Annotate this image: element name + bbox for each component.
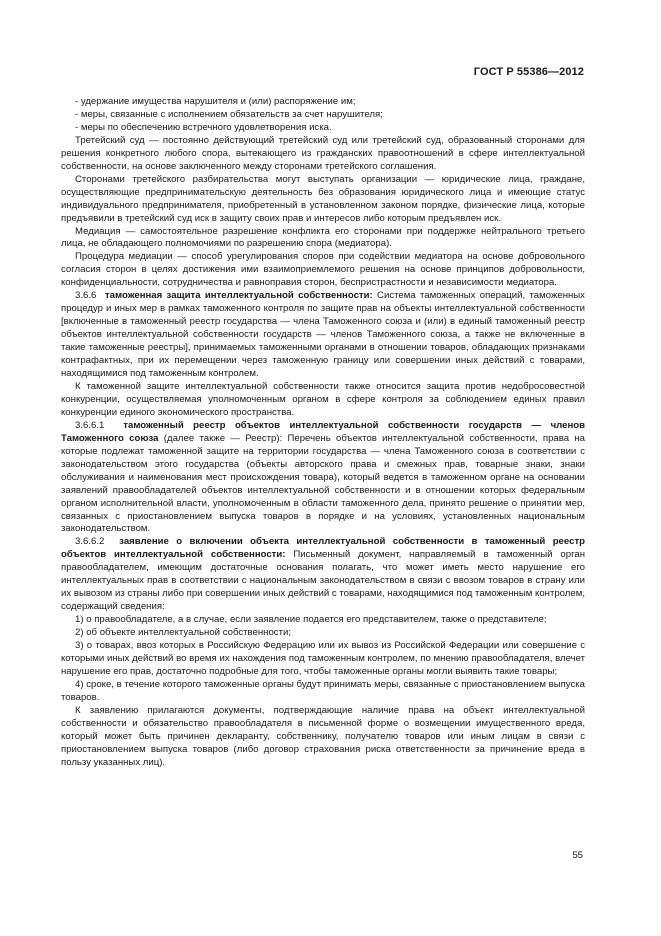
clause-term: заявление о включении объекта интеллектуальной собственности в таможенный реестр объектов интеллектуальной собственности: xyxy=(61,536,585,561)
list-item-ip-object: 2) об объекте интеллектуальной собственности; xyxy=(75,627,291,639)
paragraph-attachments: К заявлению прилагаются документы, подтверждающие наличие права на объект интеллектуальной собственности и обязательство правообладателя в письменной форме о возмещении имущественного вреда, который может быть причинен декларанту, собственнику, получателю товаров или иным лицам в связи с приостановлением выпуска товаров (либо договор страхования риска ответственности за причинение вреда в пользу указанных лиц). xyxy=(61,704,585,768)
paragraph-mediation: Медиация — самостоятельное разрешение конфликта его сторонами при поддержке нейтрального третьего лица, не обладающего полномочиями по разрешению спора (медиатора). xyxy=(61,225,585,250)
clause-3-6-6-1 xyxy=(61,420,585,537)
paragraph-arbitration-parties: Сторонами третейского разбирательства могут выступать организации — юридические лица, граждане, осуществляющие предпринимательскую деятельность без образования юридического лица и имеющие статус индивидуального предпринимателя, приобретенный в установленном законом порядке, физические лица, которые предъявили в третейский суд иск в защиту своих прав и интересов либо которым предъявлен иск. xyxy=(61,173,585,224)
clause-text: (далее также — Реестр): Перечень объектов интеллектуальной собственности, права на которые подлежат таможенной защите на территории государства — члена Таможенного союза в соответствии с законодательством этого государства (объекты авторского права и смежных прав, товарные знаки, знаки обслуживания и наименования мест происхождения товара), который ведется в таможенном органе на основании заявлений правообладателей объектов интеллектуальной собственности и в отношении которых федеральным органом исполнительной власти, уполномоченным в области таможенного дела, принято решение о принятии мер, связанных с приостановлением выпуска товаров в порядке и на условиях, установленных национальным законодательством. xyxy=(61,432,585,535)
paragraph-arbitration-court: Третейский суд — постоянно действующий третейский суд или третейский суд, образованный сторонами для решения конкретного любого спора, вытекающего из гражданских правоотношений в сфере интеллектуальной собственности, на основе заключенного между сторонами третейского соглашения. xyxy=(61,134,585,172)
list-item-counter-satisfaction: - меры по обеспечению встречного удовлетворения иска. xyxy=(75,121,332,133)
clause-term: таможенная защита интеллектуальной собственности: xyxy=(104,290,373,302)
paragraph-mediation-procedure: Процедура медиации — способ урегулирования споров при содействии медиатора на основе добровольного согласия сторон в целях достижения ими взаимоприемлемого решения на основе принципов добровольности, конфиденциальности, сотрудничества и равноправия сторон, беспристрастности и независимости медиатора. xyxy=(61,251,585,289)
clause-3-6-6-2 xyxy=(61,536,585,614)
clause-text: Письменный документ, направляемый в таможенный орган правообладателем, имеющим достаточные основания полагать, что может иметь место нарушение его интеллектуальных прав в соответствии с национальным законодательством в связи с ввозом товаров в страну или их вывозом из страны либо при совершении иных действий с товарами, находящимися под таможенным контролем, содержащий сведения: xyxy=(61,549,585,613)
clause-number: 3.6.6 xyxy=(75,290,97,302)
list-item-obligations: - меры, связанные с исполнением обязательств за счет нарушителя; xyxy=(75,108,383,120)
paragraph-unfair-competition: К таможенной защите интеллектуальной собственности также относится защита против недобросовестной конкуренции, осуществляемая уполномоченным органом в сфере контроля за соблюдением единых правил конкуренции единого экономического пространства. xyxy=(61,380,585,418)
list-item-retention: - удержание имущества нарушителя и (или) распоряжение им; xyxy=(75,96,356,107)
list-item-goods: 3) о товарах, ввоз которых в Российскую Федерацию или их вывоз из Российской Федерации или совершение с которыми иных действий во время их нахождения под таможенным контролем, по мнению правообладателя, влечет нарушение его прав, достаточно подробные для того, чтобы таможенные органы могли выявить такие товары; xyxy=(61,640,585,677)
document-body xyxy=(61,96,585,770)
clause-number: 3.6.6.2 xyxy=(75,536,105,548)
clause-number: 3.6.6.1 xyxy=(75,419,105,431)
document-header: ГОСТ Р 55386—2012 xyxy=(473,66,584,78)
clause-term: таможенный реестр объектов интеллектуальной собственности государств — членов Таможенного союза xyxy=(61,419,585,444)
list-item-term: 4) сроке, в течение которого таможенные органы будут принимать меры, связанные с приостановлением выпуска товаров. xyxy=(61,678,586,703)
clause-text: Система таможенных операций, таможенных процедур и иных мер в рамках таможенного контроля по защите прав на объекты интеллектуальной собственности [включенные в таможенный реестр государства — члена Таможенного союза и (или) в единый таможенный реестр объектов интеллектуальной собственности государств — членов Таможенного союза, а также не включенные в такие таможенные реестры], принимаемых таможенными органами в отношении товаров, обладающих признаками контрафактных, при их перемещении через таможенную границу или совершении иных действий с товарами, находящимися под таможенным контролем. xyxy=(61,290,585,380)
page-number: 55 xyxy=(572,850,583,861)
clause-3-6-6 xyxy=(61,290,585,381)
list-item-rightholder: 1) о правообладателе, а в случае, если заявление подается его представителем, также о представителе; xyxy=(75,614,547,626)
